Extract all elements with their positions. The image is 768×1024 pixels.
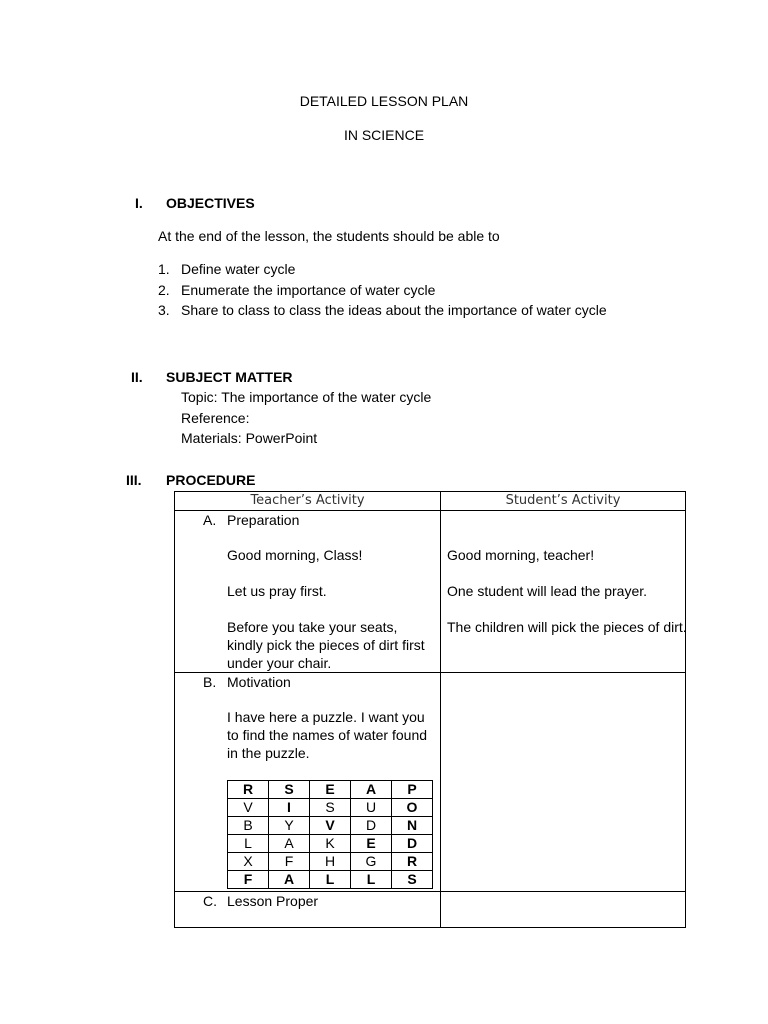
- puzzle-cell: A: [269, 871, 310, 889]
- puzzle-cell: O: [392, 799, 433, 817]
- objective-item: [158, 261, 678, 278]
- objective-number: 1.: [158, 261, 170, 277]
- objective-text: Enumerate the importance of water cycle: [181, 282, 436, 298]
- puzzle-row: [228, 871, 433, 889]
- student-cell-motivation: [441, 673, 686, 892]
- page-subtitle: IN SCIENCE: [343, 127, 425, 143]
- puzzle-cell: F: [228, 871, 269, 889]
- section-heading-subject-matter: SUBJECT MATTER: [166, 369, 293, 385]
- table-header-row: [175, 492, 686, 511]
- section-title: Preparation: [227, 512, 300, 528]
- objective-item: [158, 282, 678, 299]
- puzzle-cell: S: [310, 799, 351, 817]
- puzzle-cell: R: [228, 781, 269, 799]
- section-heading-procedure: PROCEDURE: [166, 472, 256, 488]
- puzzle-cell: I: [269, 799, 310, 817]
- puzzle-cell: P: [392, 781, 433, 799]
- section-title: Motivation: [227, 674, 291, 690]
- puzzle-cell: K: [310, 835, 351, 853]
- student-cell-lesson-proper: [441, 892, 686, 928]
- teacher-cell-lesson-proper: [175, 892, 441, 928]
- puzzle-cell: L: [228, 835, 269, 853]
- column-header-teacher: Teacher’s Activity: [175, 492, 441, 511]
- section-numeral-subject-matter: II.: [131, 369, 143, 385]
- teacher-cell-preparation: [175, 511, 441, 673]
- subject-reference: Reference:: [181, 410, 250, 426]
- section-letter: C.: [203, 893, 217, 909]
- section-numeral-procedure: III.: [126, 472, 142, 488]
- page-title: DETAILED LESSON PLAN: [299, 93, 469, 109]
- puzzle-cell: D: [392, 835, 433, 853]
- puzzle-cell: G: [351, 853, 392, 871]
- puzzle-cell: A: [269, 835, 310, 853]
- objectives-intro: At the end of the lesson, the students should be able to: [158, 228, 500, 244]
- procedure-table: [174, 491, 686, 928]
- student-line: One student will lead the prayer.: [447, 583, 648, 599]
- teacher-line: I have here a puzzle. I want you to find the names of water found in the puzzle.: [227, 709, 428, 761]
- puzzle-cell: L: [351, 871, 392, 889]
- puzzle-cell: X: [228, 853, 269, 871]
- teacher-line: Before you take your seats, kindly pick the pieces of dirt first under your chair.: [227, 619, 425, 671]
- teacher-line: Good morning, Class!: [227, 547, 363, 563]
- column-header-student: Student’s Activity: [441, 492, 686, 511]
- puzzle-cell: V: [310, 817, 351, 835]
- objective-text: Define water cycle: [181, 261, 296, 277]
- puzzle-cell: U: [351, 799, 392, 817]
- puzzle-cell: L: [310, 871, 351, 889]
- puzzle-row: [228, 835, 433, 853]
- section-title: Lesson Proper: [227, 893, 319, 909]
- puzzle-cell: S: [269, 781, 310, 799]
- puzzle-cell: N: [392, 817, 433, 835]
- puzzle-row: [228, 781, 433, 799]
- section-letter: B.: [203, 674, 217, 690]
- puzzle-cell: Y: [269, 817, 310, 835]
- puzzle-cell: B: [228, 817, 269, 835]
- objective-number: 2.: [158, 282, 170, 298]
- puzzle-cell: A: [351, 781, 392, 799]
- puzzle-cell: R: [392, 853, 433, 871]
- teacher-line: Let us pray first.: [227, 583, 327, 599]
- teacher-cell-motivation: [175, 673, 441, 892]
- puzzle-row: [228, 853, 433, 871]
- section-numeral-objectives: I.: [135, 195, 143, 211]
- puzzle-cell: S: [392, 871, 433, 889]
- objective-text: Share to class to class the ideas about the importance of water cycle: [181, 302, 607, 318]
- puzzle-cell: F: [269, 853, 310, 871]
- puzzle-cell: V: [228, 799, 269, 817]
- objective-item: [158, 302, 678, 319]
- subject-materials: Materials: PowerPoint: [181, 430, 318, 446]
- subject-topic: Topic: The importance of the water cycle: [181, 389, 432, 405]
- table-row-preparation: [175, 511, 686, 673]
- section-heading-objectives: OBJECTIVES: [166, 195, 255, 211]
- puzzle-cell: E: [351, 835, 392, 853]
- student-cell-preparation: [441, 511, 686, 673]
- puzzle-cell: D: [351, 817, 392, 835]
- puzzle-cell: E: [310, 781, 351, 799]
- section-letter: A.: [203, 512, 217, 528]
- student-line: The children will pick the pieces of dirt.: [447, 619, 687, 635]
- objective-number: 3.: [158, 302, 170, 318]
- table-row-motivation: [175, 673, 686, 892]
- student-line: Good morning, teacher!: [447, 547, 595, 563]
- puzzle-cell: H: [310, 853, 351, 871]
- word-puzzle-grid: [227, 780, 433, 889]
- puzzle-row: [228, 799, 433, 817]
- puzzle-row: [228, 817, 433, 835]
- table-row-lesson-proper: [175, 892, 686, 928]
